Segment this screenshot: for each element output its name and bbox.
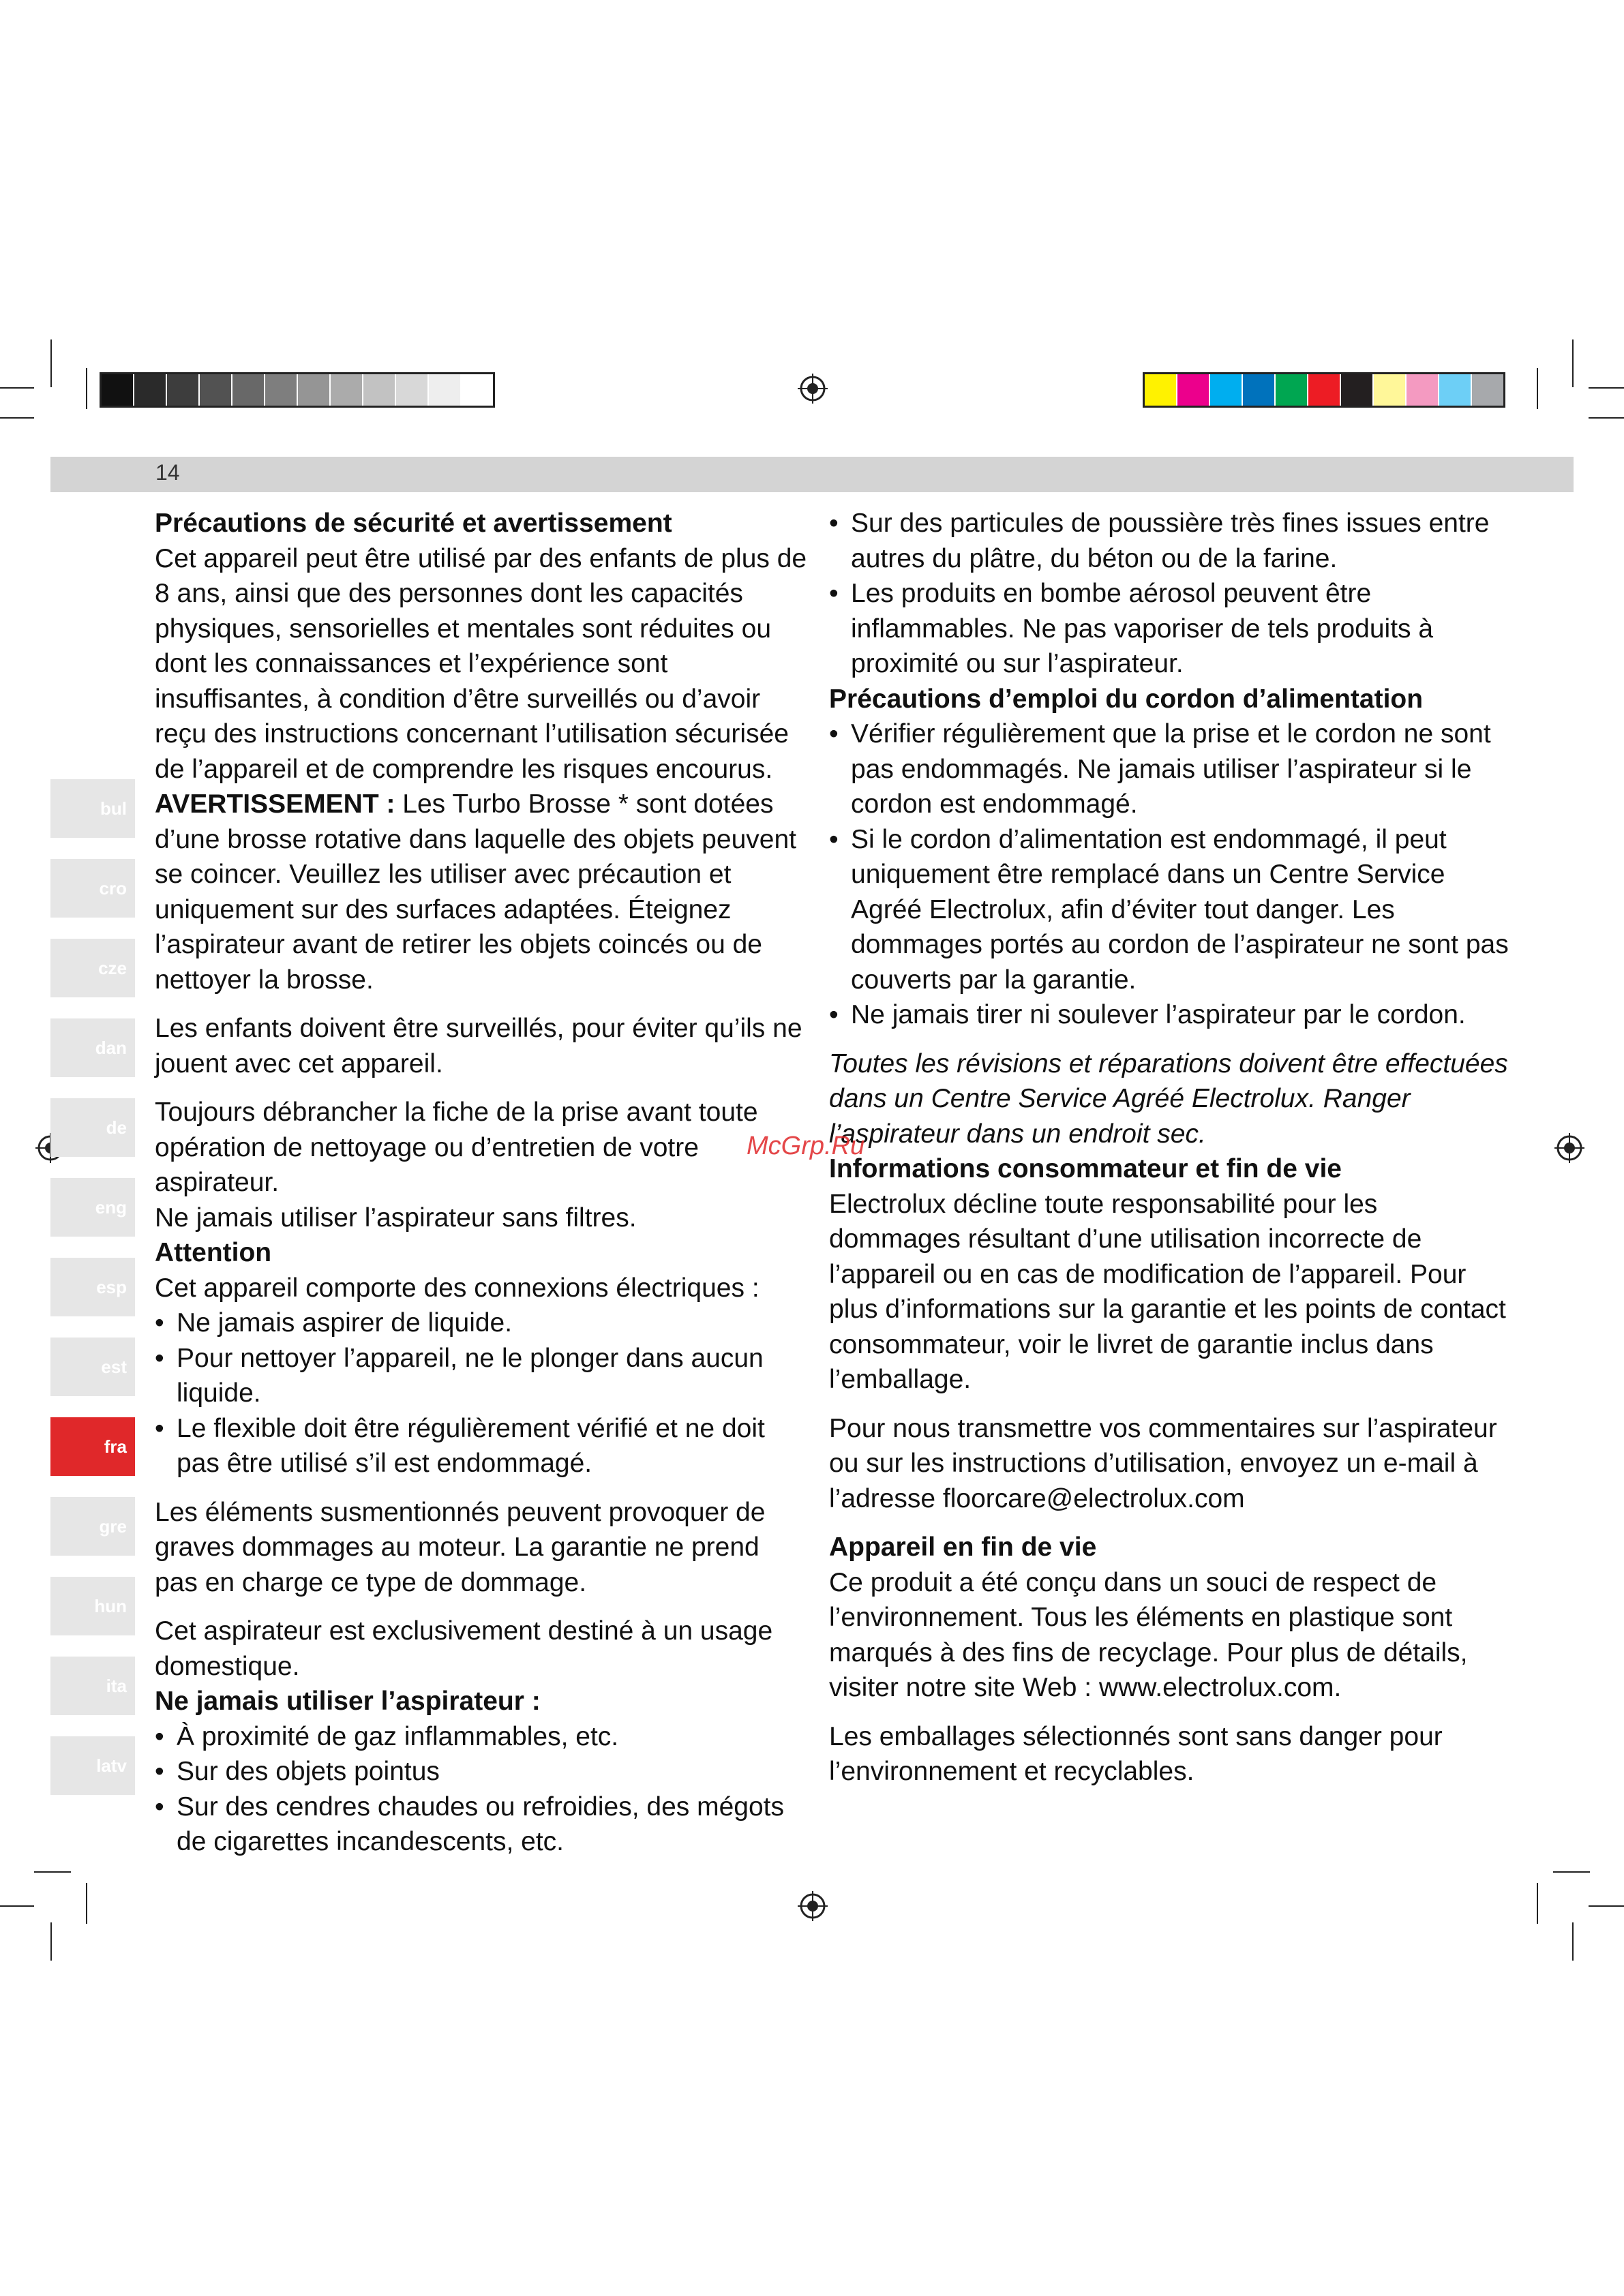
language-tab-hun[interactable]: hun: [50, 1577, 135, 1635]
color-swatch: [1145, 374, 1177, 406]
crop-mark: [0, 387, 34, 389]
color-swatch: [1407, 374, 1439, 406]
color-swatch: [167, 374, 200, 406]
consumer-text: Electrolux décline toute responsabilité pour les dommages résultant d’une utilisation incorrecte de l’appareil ou en cas de modification de l’appareil. Pour plus d’informations sur la garantie et les points de contact consommateur, voir le livret de garantie inclus dans l’emballage.: [829, 1189, 1506, 1394]
language-tab-fra[interactable]: fra: [50, 1417, 135, 1476]
crop-mark: [50, 339, 52, 387]
crop-mark: [1572, 1922, 1574, 1961]
language-tab-esp[interactable]: esp: [50, 1258, 135, 1316]
cord-list: [829, 716, 1511, 1033]
never-list-continued: [829, 506, 1511, 682]
color-swatch: [363, 374, 396, 406]
color-swatch: [102, 374, 134, 406]
color-swatch: [396, 374, 429, 406]
color-swatch: [1472, 374, 1503, 406]
safety-heading: Précautions de sécurité et avertissement: [155, 509, 672, 538]
crop-mark: [1589, 1905, 1624, 1907]
attention-list: [155, 1305, 808, 1481]
color-swatch: [1341, 374, 1374, 406]
color-swatch: [265, 374, 298, 406]
list-item: • Vérifier régulièrement que la prise et le cordon ne sont pas endommagés. Ne jamais utiliser l’aspirateur si le cordon est endommagé.: [829, 716, 1511, 822]
left-column: [155, 506, 808, 1860]
color-swatch: [298, 374, 331, 406]
registration-target-icon: [798, 1891, 828, 1921]
eol-heading: Appareil en fin de vie: [829, 1532, 1097, 1562]
language-tab-ita[interactable]: ita: [50, 1657, 135, 1715]
color-swatch: [1177, 374, 1210, 406]
never-heading: Ne jamais utiliser l’aspirateur :: [155, 1687, 541, 1716]
list-item: • Le flexible doit être régulièrement vérifié et ne doit pas être utilisé s’il est endommagé.: [155, 1411, 808, 1481]
damage-text: Les éléments susmentionnés peuvent provoquer de graves dommages au moteur. La garantie ne prend pas en charge ce type de dommage.: [155, 1497, 766, 1597]
grayscale-color-bar: [100, 372, 495, 408]
crop-mark: [34, 1871, 71, 1873]
crop-mark: [86, 368, 87, 409]
color-swatch: [200, 374, 232, 406]
domestic-text: Cet aspirateur est exclusivement destiné à un usage domestique.: [155, 1616, 773, 1681]
list-item: • Si le cordon d’alimentation est endommagé, il peut uniquement être remplacé dans un Centre Service Agréé Electrolux, afin d’éviter tout danger. Les dommages portés au cordon de l’aspirateur ne sont pas couverts par la garantie.: [829, 822, 1511, 998]
language-tab-gre[interactable]: gre: [50, 1497, 135, 1556]
language-tab-de[interactable]: de: [50, 1098, 135, 1157]
list-item: • Sur des cendres chaudes ou refroidies, des mégots de cigarettes incandescents, etc.: [155, 1789, 808, 1860]
cord-heading: Précautions d’emploi du cordon d’alimentation: [829, 684, 1424, 714]
children-text: Les enfants doivent être surveillés, pour éviter qu’ils ne jouent avec cet appareil.: [155, 1014, 802, 1078]
feedback-text: Pour nous transmettre vos commentaires sur l’aspirateur ou sur les instructions d’utilisation, envoyez un e-mail à l’adresse floorcare@electrolux.com: [829, 1413, 1497, 1513]
crop-mark: [86, 1883, 87, 1924]
list-item: • Sur des particules de poussière très fines issues entre autres du plâtre, du béton ou de la farine.: [829, 506, 1511, 576]
list-item: • Pour nettoyer l’appareil, ne le plonger dans aucun liquide.: [155, 1341, 808, 1411]
watermark: McGrp.Ru: [747, 1132, 865, 1160]
language-tab-latv[interactable]: latv: [50, 1736, 135, 1795]
list-item: • Les produits en bombe aérosol peuvent être inflammables. Ne pas vaporiser de tels produits à proximité ou sur l’aspirateur.: [829, 576, 1511, 682]
color-swatch: [429, 374, 462, 406]
safety-text: Cet appareil peut être utilisé par des enfants de plus de 8 ans, ainsi que des personnes dont les capacités physiques, sensorielles et mentales sont réduites ou dont les connaissances et l’expérience sont insuffisantes, à condition d’être surveillés ou d’avoir reçu des instructions concernant l’utilisation sécurisée de l’appareil et de comprendre les risques encourus.: [155, 543, 807, 784]
color-swatch: [232, 374, 265, 406]
color-swatch: [1276, 374, 1308, 406]
list-item: • Sur des objets pointus: [155, 1754, 808, 1789]
page-number: 14: [155, 460, 180, 485]
filters-text: Ne jamais utiliser l’aspirateur sans filtres.: [155, 1203, 637, 1233]
crop-mark: [0, 1905, 34, 1907]
registration-target-icon: [1554, 1133, 1584, 1163]
color-swatch: [134, 374, 167, 406]
unplug-text: Toujours débrancher la fiche de la prise avant toute opération de nettoyage ou d’entretien de votre aspirateur.: [155, 1098, 758, 1197]
list-item: • Ne jamais aspirer de liquide.: [155, 1305, 808, 1341]
never-list: [155, 1719, 808, 1860]
crop-mark: [1572, 339, 1574, 387]
color-swatch: [1374, 374, 1407, 406]
attention-intro: Cet appareil comporte des connexions électriques :: [155, 1273, 760, 1303]
color-swatch: [1210, 374, 1243, 406]
warning-label: AVERTISSEMENT :: [155, 789, 395, 819]
list-item: • À proximité de gaz inflammables, etc.: [155, 1719, 808, 1755]
warning-text: Les Turbo Brosse * sont dotées d’une brosse rotative dans laquelle des objets peuvent se coincer. Veuillez les utiliser avec précaution et uniquement sur des surfaces adaptées. Éteignez l’aspirateur avant de retirer les objets coincés ou de nettoyer la brosse.: [155, 789, 796, 995]
language-tab-eng[interactable]: eng: [50, 1178, 135, 1237]
crop-mark: [1589, 417, 1624, 419]
crop-mark: [1537, 368, 1538, 409]
packaging-text: Les emballages sélectionnés sont sans danger pour l’environnement et recyclables.: [829, 1721, 1443, 1786]
language-tab-est[interactable]: est: [50, 1338, 135, 1396]
color-swatch: [462, 374, 493, 406]
language-tab-cze[interactable]: cze: [50, 939, 135, 997]
registration-target-icon: [798, 374, 828, 404]
language-tab-bul[interactable]: bul: [50, 779, 135, 838]
color-swatch: [1439, 374, 1472, 406]
crop-mark: [1553, 1871, 1590, 1873]
language-tab-cro[interactable]: cro: [50, 859, 135, 918]
process-color-bar: [1143, 372, 1505, 408]
crop-mark: [50, 1922, 52, 1961]
consumer-heading: Informations consommateur et fin de vie: [829, 1154, 1342, 1183]
service-note: Toutes les révisions et réparations doivent être effectuées dans un Centre Service Agréé Electrolux. Ranger l’aspirateur dans un endroit sec.: [829, 1048, 1508, 1149]
language-tab-dan[interactable]: dan: [50, 1018, 135, 1077]
color-swatch: [1243, 374, 1276, 406]
header-band: [50, 457, 1574, 492]
crop-mark: [1537, 1883, 1538, 1924]
eol-text: Ce produit a été conçu dans un souci de respect de l’environnement. Tous les éléments en plastique sont marqués à des fins de recyclage. Pour plus de détails, visiter notre site Web : www.electrolux.com.: [829, 1567, 1468, 1702]
color-swatch: [331, 374, 363, 406]
list-item: • Ne jamais tirer ni soulever l’aspirateur par le cordon.: [829, 997, 1511, 1033]
warning-paragraph: [155, 787, 808, 997]
crop-mark: [0, 417, 34, 419]
color-swatch: [1308, 374, 1341, 406]
attention-heading: Attention: [155, 1238, 272, 1267]
crop-mark: [1589, 387, 1624, 389]
right-column: [829, 506, 1511, 1789]
